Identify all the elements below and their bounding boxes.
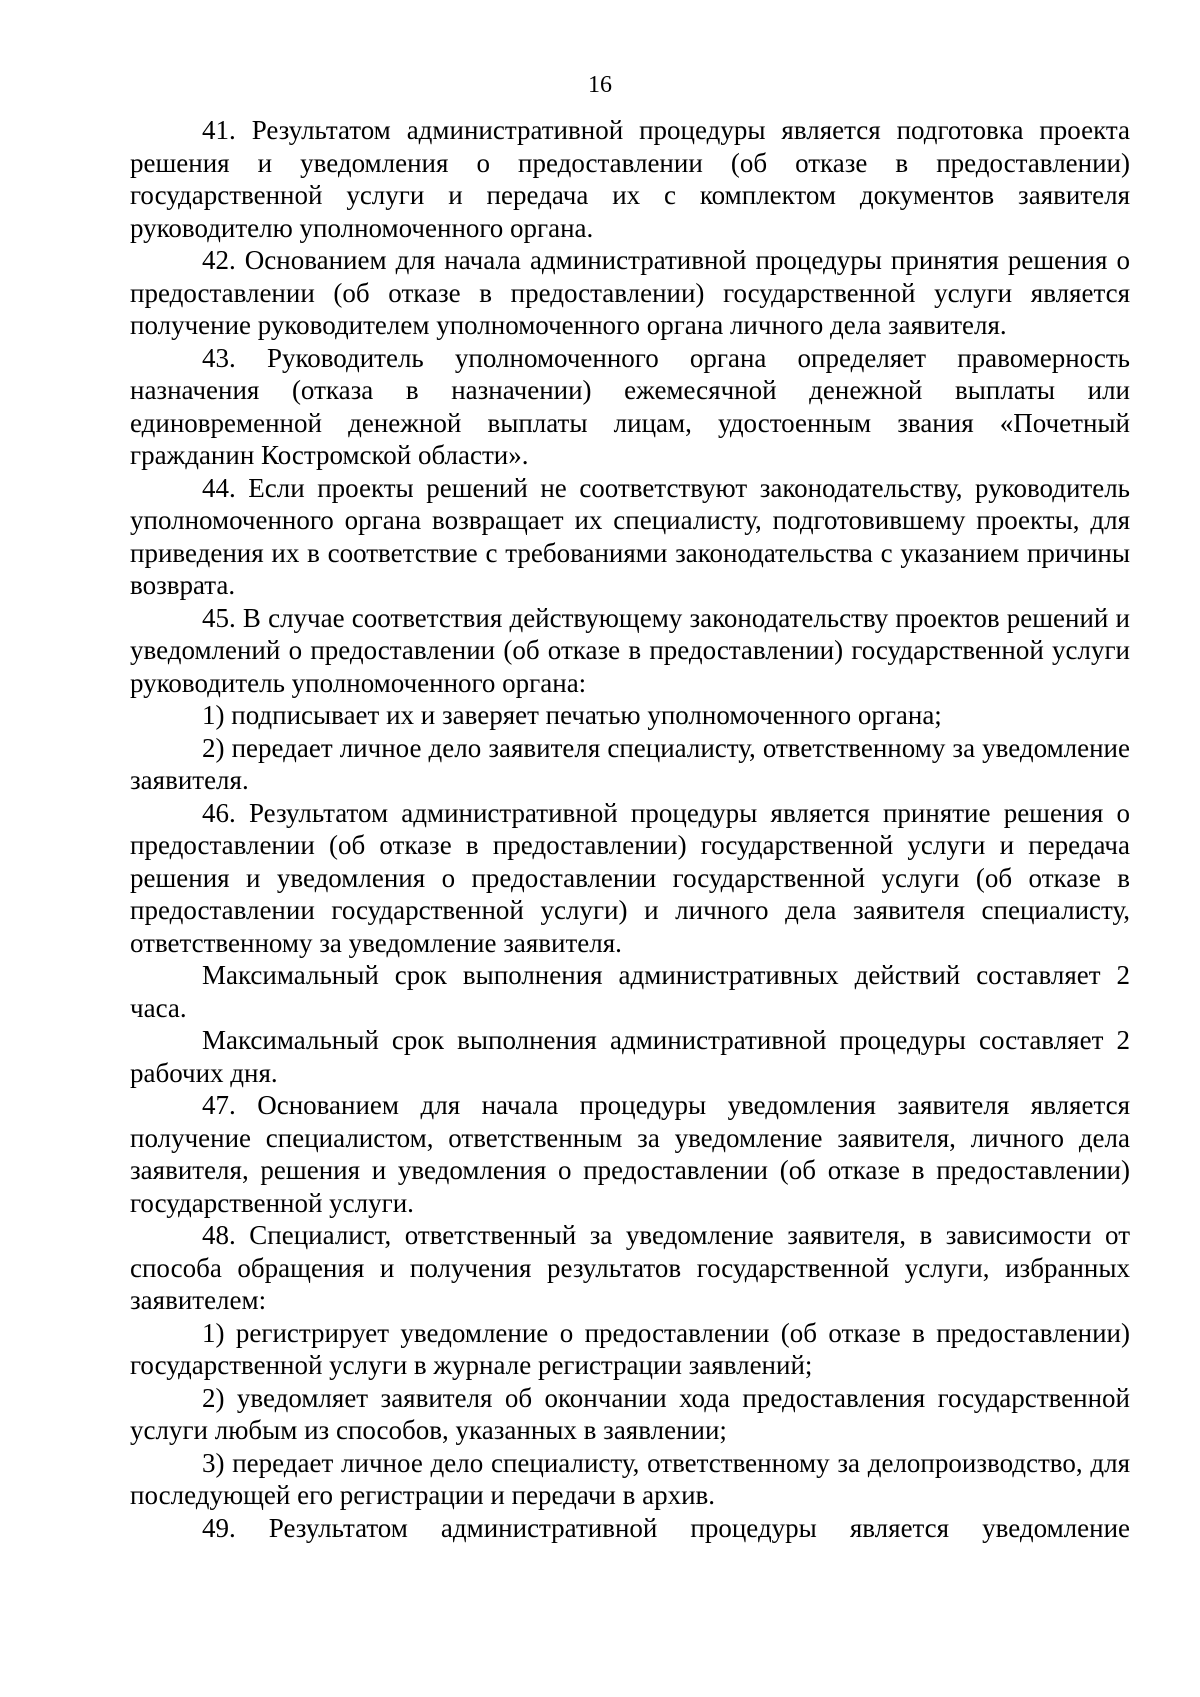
- paragraph-43: 43. Руководитель уполномоченного органа определяет правомерность назначения (отказа в назначении) ежемесячной денежной выплаты или единовременной денежной выплаты лицам, удостоенным звания «Почетный гражданин Костромской области».: [130, 342, 1130, 470]
- paragraph-48-item-1: 1) регистрирует уведомление о предоставлении (об отказе в предоставлении) государственной услуги в журнале регистрации заявлений;: [130, 1317, 1130, 1380]
- paragraph-max-time-actions: Максимальный срок выполнения административных действий составляет 2 часа.: [130, 960, 1130, 1023]
- document-body: [130, 114, 1130, 1544]
- paragraph-48: 48. Специалист, ответственный за уведомление заявителя, в зависимости от способа обращения и получения результатов государственной услуги, избранных заявителем:: [130, 1220, 1130, 1315]
- paragraph-max-time-procedure: Максимальный срок выполнения административной процедуры составляет 2 рабочих дня.: [130, 1025, 1130, 1088]
- paragraph-46: 46. Результатом административной процедуры является принятие решения о предоставлении (об отказе в предоставлении) государственной услуги и передача решения и уведомления о предоставлении государственной услуги (об отказе в предоставлении государственной услуги) и личного дела заявителя специалисту, ответственному за уведомление заявителя.: [130, 797, 1130, 958]
- paragraph-45-item-1: 1) подписывает их и заверяет печатью уполномоченного органа;: [202, 700, 942, 730]
- paragraph-41: 41. Результатом административной процедуры является подготовка проекта решения и уведомления о предоставлении (об отказе в предоставлении) государственной услуги и передача их с комплектом документов заявителя руководителю уполномоченного органа.: [130, 115, 1130, 243]
- paragraph-47: 47. Основанием для начала процедуры уведомления заявителя является получение специалистом, ответственным за уведомление заявителя, личного дела заявителя, решения и уведомления о предоставлении (об отказе в предоставлении) государственной услуги.: [130, 1090, 1130, 1218]
- paragraph-48-item-2: 2) уведомляет заявителя об окончании хода предоставления государственной услуги любым из способов, указанных в заявлении;: [130, 1382, 1130, 1445]
- paragraph-48-item-3: 3) передает личное дело специалисту, ответственному за делопроизводство, для последующей его регистрации и передачи в архив.: [130, 1447, 1130, 1510]
- paragraph-45-item-2: 2) передает личное дело заявителя специалисту, ответственному за уведомление заявителя.: [130, 732, 1130, 795]
- paragraph-49: 49. Результатом административной процедуры является уведомление: [202, 1512, 1130, 1543]
- paragraph-42: 42. Основанием для начала административной процедуры принятия решения о предоставлении (об отказе в предоставлении) государственной услуги является получение руководителем уполномоченного органа личного дела заявителя.: [130, 245, 1130, 340]
- paragraph-44: 44. Если проекты решений не соответствуют законодательству, руководитель уполномоченного органа возвращает их специалисту, подготовившему проекты, для приведения их в соответствие с требованиями законодательства с указанием причины возврата.: [130, 472, 1130, 600]
- page-number: 16: [588, 72, 612, 98]
- paragraph-45: 45. В случае соответствия действующему законодательству проектов решений и уведомлений о предоставлении (об отказе в предоставлении) государственной услуги руководитель уполномоченного органа:: [130, 602, 1130, 698]
